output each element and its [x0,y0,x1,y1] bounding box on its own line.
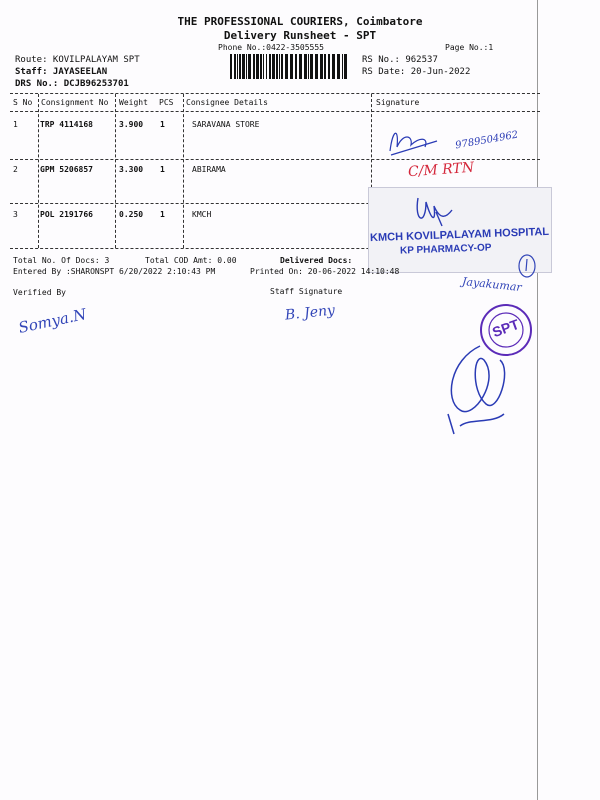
total-docs: Total No. Of Docs: 3 [13,256,110,265]
row-consignment: GPM 5206857 [40,165,93,174]
runsheet-title: Delivery Runsheet - SPT [223,29,377,42]
spt-stamp-text: SPT [490,315,522,341]
column-divider [38,94,39,248]
header-weight: Weight [119,98,148,107]
barcode-bar [248,54,251,79]
row-sno: 1 [13,120,18,129]
handwritten-phone: 9789504962 [454,129,520,152]
row-sno: 2 [13,165,18,174]
barcode-bar [230,54,232,79]
page-edge-line [537,0,538,800]
barcode-bar [315,54,318,79]
barcode-bar [332,54,335,79]
barcode-bar [253,54,255,79]
rs-date: RS Date: 20-Jun-2022 [362,67,471,77]
row-consignment: POL 2191766 [40,210,93,219]
row-weight: 3.300 [119,165,144,174]
phone-number: Phone No.:0422-3505555 [218,43,324,52]
barcode-bar [281,54,283,79]
large-flourish-signature [440,340,530,440]
rs-number: RS No.: 962537 [362,55,438,65]
verified-by-label: Verified By [13,288,66,297]
delivered-docs: Delivered Docs: [280,256,353,265]
printed-on: Printed On: 20-06-2022 14:10:48 [250,267,400,276]
barcode-bar [237,54,238,79]
barcode-bar [279,54,280,79]
barcode-bar [324,54,326,79]
row-weight: 0.250 [119,210,144,219]
barcode-bar [272,54,275,79]
header-sno: S No [13,98,33,107]
column-divider [183,94,184,248]
total-cod: Total COD Amt: 0.00 [145,256,237,265]
barcode-bar [320,54,323,79]
row-consignment: TRP 4114168 [40,120,93,129]
barcode [230,54,350,79]
header-pcs: PCS [159,98,174,107]
table-top-rule [10,93,540,94]
entered-by: Entered By :SHARONSPT 6/20/2022 2:10:43 PM [13,267,216,276]
header-consignment: Consignment No [41,98,109,107]
row-consignee: SARAVANA STORE [192,120,260,129]
barcode-bar [266,54,267,79]
staff-label: Staff: JAYASEELAN [15,67,108,77]
barcode-bar [256,54,259,79]
kmch-stamp-line2: KP PHARMACY-OP [399,242,492,257]
row-pcs: 1 [160,165,165,174]
column-divider [115,94,116,248]
side-signature: Jayakumar [461,274,523,295]
barcode-bar [242,54,245,79]
barcode-bar [276,54,278,79]
barcode-bar [344,54,347,79]
circled-mark [516,253,538,279]
header-consignee: Consignee Details [186,98,268,107]
route-label: Route: KOVILPALAYAM SPT [15,55,140,65]
row-consignee: KMCH [192,210,212,219]
page-number: Page No.:1 [445,43,494,52]
barcode-bar [263,54,264,79]
barcode-bar [308,54,309,79]
barcode-bar [234,54,236,79]
barcode-bar [285,54,288,79]
row-sno: 3 [13,210,18,219]
barcode-bar [246,54,247,79]
header-signature: Signature [376,98,420,107]
staff-signature-label: Staff Signature [270,287,343,296]
kmch-stamp-signature [412,192,462,232]
kmch-stamp-line1: KMCH KOVILPALAYAM HOSPITAL [369,225,550,245]
row-consignee: ABIRAMA [192,165,226,174]
barcode-bar [239,54,241,79]
barcode-bar [260,54,262,79]
barcode-bar [304,54,307,79]
verified-signature: Somya.N [16,305,88,337]
row-pcs: 1 [160,120,165,129]
company-title: THE PROFESSIONAL COURIERS, Coimbatore [177,15,423,28]
barcode-bar [290,54,293,79]
drs-number: DRS No.: DCJB96253701 [15,79,129,89]
signature-scribble-row1 [385,123,445,161]
barcode-bar [299,54,302,79]
barcode-bar [310,54,313,79]
barcode-bar [328,54,330,79]
barcode-bar [269,54,271,79]
staff-signature: B. Jeny [284,302,336,324]
row-pcs: 1 [160,210,165,219]
row-weight: 3.900 [119,120,144,129]
barcode-bar [295,54,297,79]
barcode-bar [342,54,343,79]
barcode-bar [337,54,340,79]
table-header-rule [10,111,540,112]
cm-rtn-note: C/M RTN [407,159,475,181]
